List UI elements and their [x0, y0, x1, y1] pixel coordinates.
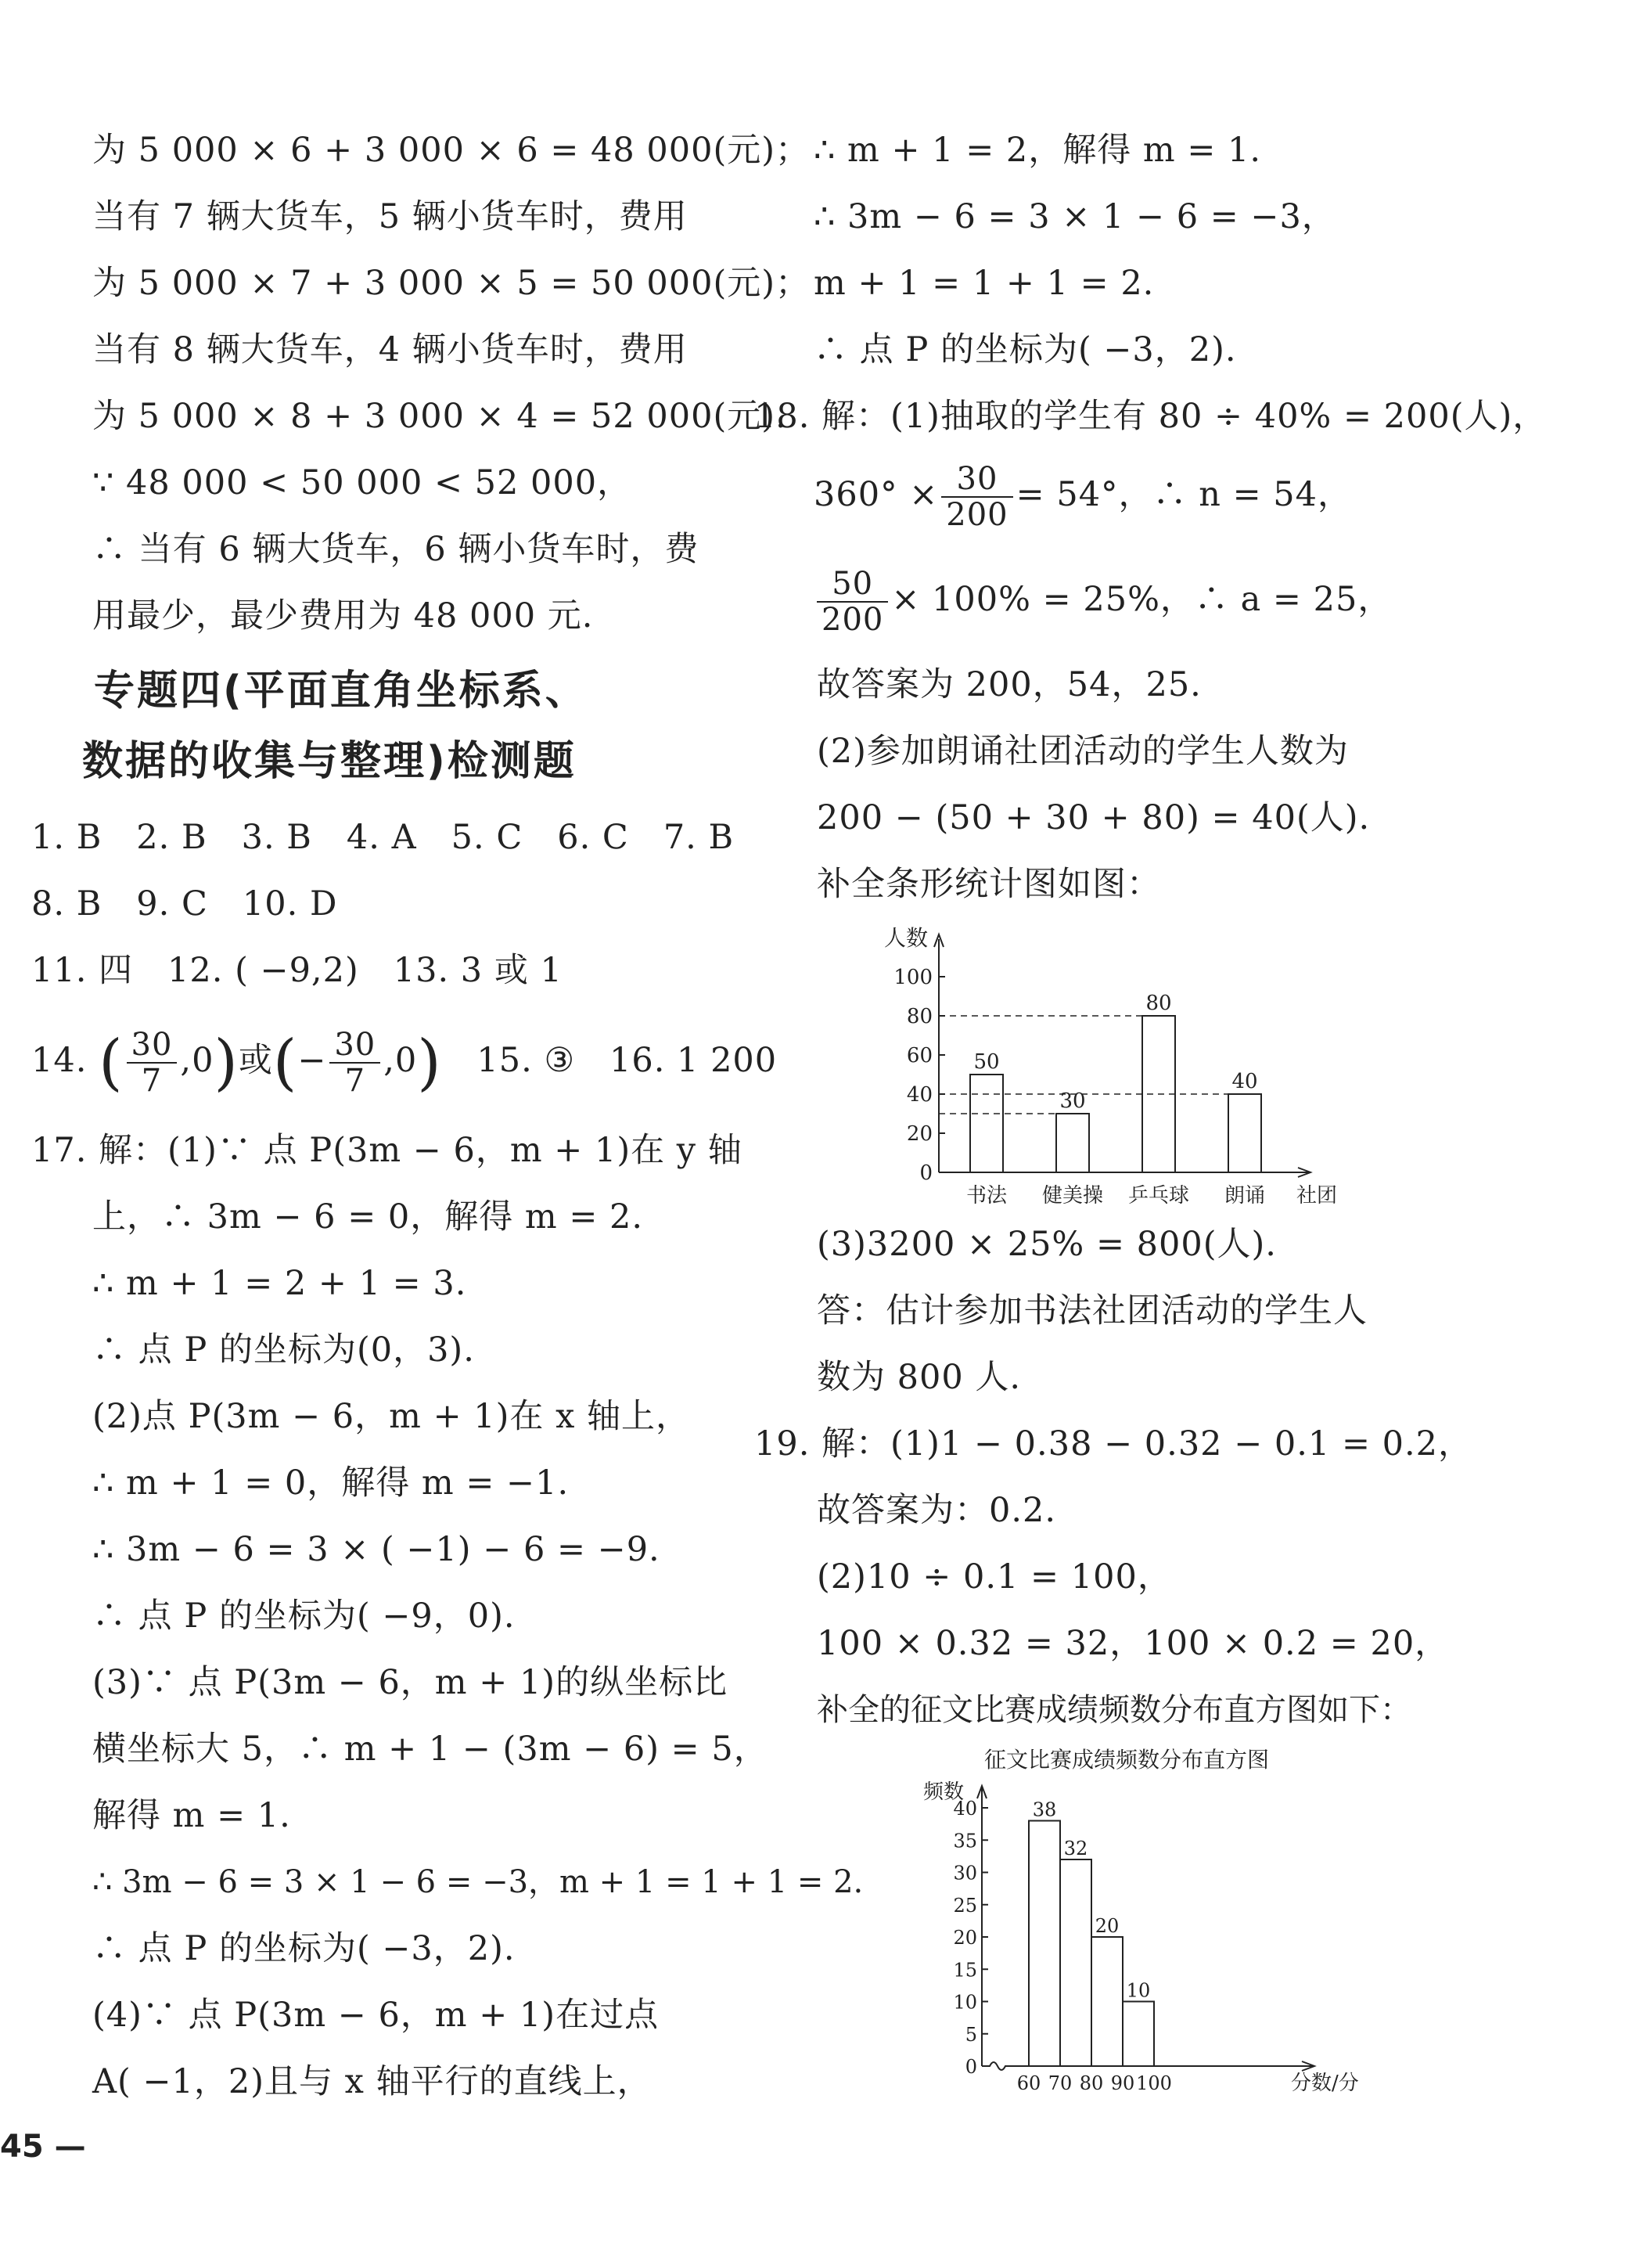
q19-line: 补全的征文比赛成绩频数分布直方图如下：: [817, 1692, 1411, 1728]
fraction-denominator: 200: [946, 497, 1008, 533]
text-line: ∵ 48 000 < 50 000 < 52 000，: [92, 463, 632, 502]
y-tick-label: 40: [953, 1798, 977, 1820]
y-tick-label: 10: [953, 1991, 977, 2014]
histogram-bar: [1091, 1937, 1123, 2066]
q19-line: 19. 解：(1)1 − 0.38 − 0.32 − 0.1 = 0.2，: [754, 1424, 1473, 1463]
text-line: ∴ m + 1 = 2，解得 m = 1.: [814, 131, 1262, 170]
q18-fraction-line: [814, 560, 1392, 639]
q17-line: 上，∴ 3m − 6 = 0，解得 m = 2.: [92, 1197, 644, 1237]
q14-label: 14.: [31, 1041, 88, 1080]
text-line: 当有 7 辆大货车，5 辆小货车时，费用: [92, 197, 688, 236]
text-line: 为 5 000 × 7 + 3 000 × 5 = 50 000(元)；: [92, 264, 811, 303]
category-label: 乒乓球: [1127, 1184, 1190, 1208]
x-axis-label: 社团: [1296, 1184, 1338, 1208]
q19-line: 故答案为：0.2.: [817, 1491, 1057, 1530]
text-line: 当有 8 辆大货车，4 辆小货车时，费用: [92, 330, 688, 369]
fraction-numerator: 30: [127, 1028, 178, 1064]
q18-fraction-line: [814, 455, 1352, 534]
text-line: ∴ 3m − 6 = 3 × 1 − 6 = −3，: [814, 197, 1336, 236]
q17-line: ∴ 点 P 的坐标为(0，3).: [92, 1330, 475, 1370]
text-line: 为 5 000 × 6 + 3 000 × 6 = 48 000(元)；: [92, 131, 811, 170]
fraction-numerator: 30: [941, 462, 1012, 498]
bar-value-label: 40: [1231, 1070, 1258, 1093]
q17-line: ∴ 3m − 6 = 3 × ( −1) − 6 = −9.: [92, 1530, 660, 1569]
q17-line: (3)∵ 点 P(3m − 6，m + 1)的纵坐标比: [92, 1663, 728, 1702]
q18-line: 18. 解：(1)抽取的学生有 80 ÷ 40% = 200(人)，: [754, 397, 1548, 436]
q19-line: 100 × 0.32 = 32，100 × 0.2 = 20，: [817, 1624, 1450, 1663]
y-tick-label: 80: [906, 1005, 933, 1028]
q17-line: ∴ 点 P 的坐标为( −9，0).: [92, 1597, 516, 1636]
text-line: 用最少，最少费用为 48 000 元.: [92, 596, 594, 635]
bar-value-label: 30: [1059, 1089, 1086, 1113]
paren-open: (: [99, 1028, 124, 1098]
answer-line: 1. B 2. B 3. B 4. A 5. C 6. C 7. B: [31, 818, 735, 857]
minus-sign: −: [297, 1041, 327, 1080]
y-tick-label: 0: [919, 1161, 933, 1185]
answer-line: 8. B 9. C 10. D: [31, 884, 338, 923]
y-axis-label: 频数: [923, 1780, 965, 1804]
fraction-numerator: 30: [329, 1028, 380, 1064]
q18-post: = 54°，∴ n = 54，: [1016, 475, 1352, 514]
histogram-bar: [1123, 2002, 1154, 2067]
y-tick-label: 25: [953, 1894, 977, 1917]
q18-line: 补全条形统计图如图：: [817, 865, 1161, 904]
coord-zero: ,0: [383, 1041, 418, 1080]
y-tick-label: 60: [906, 1044, 933, 1067]
bin-edge-label: 70: [1048, 2072, 1073, 2094]
q18-post: × 100% = 25%，∴ a = 25，: [891, 580, 1393, 619]
q18-line: (3)3200 × 25% = 800(人).: [817, 1225, 1277, 1264]
q15-16-answers: 15. ③ 16. 1 200: [476, 1041, 778, 1080]
category-label: 书法: [965, 1184, 1008, 1208]
y-tick-label: 40: [906, 1083, 933, 1107]
club-bar-chart: [876, 923, 1346, 1208]
bar-value-label: 38: [1032, 1798, 1057, 1821]
bar-value-label: 80: [1145, 992, 1172, 1015]
y-tick-label: 15: [953, 1959, 977, 1982]
y-tick-label: 20: [906, 1122, 933, 1146]
category-label: 健美操: [1041, 1184, 1104, 1208]
q18-line: 200 − (50 + 30 + 80) = 40(人).: [817, 798, 1371, 837]
q18-line: 数为 800 人.: [817, 1358, 1022, 1397]
q17-line: 解得 m = 1.: [92, 1796, 291, 1835]
q17-line: ∴ m + 1 = 2 + 1 = 3.: [92, 1264, 467, 1303]
bar: [1056, 1114, 1089, 1172]
bar-value-label: 32: [1063, 1838, 1088, 1859]
bin-edge-label: 100: [1136, 2072, 1172, 2094]
section-title-line-2: 数据的收集与整理)检测题: [82, 738, 577, 785]
answer-line: 11. 四 12. ( −9,2) 13. 3 或 1: [31, 951, 563, 990]
section-title-line-1: 专题四(平面直角坐标系、: [94, 668, 588, 715]
fraction: [127, 1028, 178, 1098]
fraction: [941, 462, 1012, 532]
text-line: ∴ 点 P 的坐标为( −3，2).: [814, 330, 1237, 369]
y-tick-label: 35: [953, 1830, 977, 1852]
essay-score-histogram: [923, 1745, 1359, 2105]
q18-line: (2)参加朗诵社团活动的学生人数为: [817, 732, 1349, 771]
answer-line-14: [31, 1025, 777, 1098]
histogram-bar: [1029, 1821, 1060, 2067]
q17-line: (2)点 P(3m − 6，m + 1)在 x 轴上，: [92, 1397, 691, 1436]
bin-edge-label: 60: [1016, 2072, 1041, 2094]
y-tick-label: 5: [965, 2023, 977, 2046]
text-line: 为 5 000 × 8 + 3 000 × 4 = 52 000(元).: [92, 397, 787, 436]
page-number: 45 —: [0, 2129, 86, 2165]
text-line: m + 1 = 1 + 1 = 2.: [814, 264, 1155, 303]
q18-line: 答：估计参加书法社团活动的学生人: [817, 1291, 1368, 1330]
paren-close: ): [417, 1028, 442, 1098]
q17-line: ∴ 3m − 6 = 3 × 1 − 6 = −3，m + 1 = 1 + 1 = 2.: [92, 1864, 864, 1900]
category-label: 朗诵: [1224, 1184, 1266, 1208]
fraction-denominator: 7: [141, 1063, 163, 1099]
paren-open: (: [272, 1028, 298, 1098]
bar-value-label: 50: [973, 1050, 1000, 1074]
q17-line: 17. 解：(1)∵ 点 P(3m − 6，m + 1)在 y 轴: [31, 1131, 742, 1170]
chart-title: 征文比赛成绩频数分布直方图: [983, 1747, 1270, 1773]
text-line: ∴ 当有 6 辆大货车，6 辆小货车时，费: [92, 530, 699, 569]
q18-pre: 360° ×: [814, 475, 939, 514]
q19-line: (2)10 ÷ 0.1 = 100，: [817, 1557, 1172, 1597]
y-tick-label: 20: [953, 1927, 977, 1949]
bin-edge-label: 80: [1079, 2072, 1104, 2094]
y-tick-label: 30: [953, 1862, 977, 1885]
fraction-denominator: 200: [822, 602, 884, 638]
coord-zero: ,0: [180, 1041, 214, 1080]
q17-line: A( −1，2)且与 x 轴平行的直线上，: [92, 2062, 652, 2101]
paren-close: ): [214, 1028, 239, 1098]
x-axis-label: 分数/分: [1291, 2072, 1359, 2095]
y-tick-label: 0: [965, 2056, 977, 2078]
q17-line: 横坐标大 5，∴ m + 1 − (3m − 6) = 5，: [92, 1730, 768, 1769]
q17-line: ∴ m + 1 = 0，解得 m = −1.: [92, 1463, 570, 1503]
q17-line: ∴ 点 P 的坐标为( −3，2).: [92, 1929, 516, 1968]
fraction-denominator: 7: [344, 1063, 366, 1099]
or-text: 或: [238, 1041, 273, 1080]
histogram-bar: [1060, 1859, 1091, 2066]
q17-line: (4)∵ 点 P(3m − 6，m + 1)在过点: [92, 1996, 660, 2035]
bar-value-label: 10: [1126, 1979, 1151, 2002]
bar-value-label: 20: [1095, 1915, 1120, 1937]
bar: [970, 1075, 1003, 1172]
bin-edge-label: 90: [1110, 2072, 1135, 2094]
bar: [1228, 1094, 1261, 1172]
fraction-numerator: 50: [817, 567, 888, 603]
y-axis-label: 人数: [884, 925, 929, 951]
y-tick-label: 100: [893, 966, 933, 989]
q18-line: 故答案为 200，54，25.: [817, 665, 1202, 704]
fraction: [329, 1028, 380, 1098]
fraction: [817, 567, 888, 637]
